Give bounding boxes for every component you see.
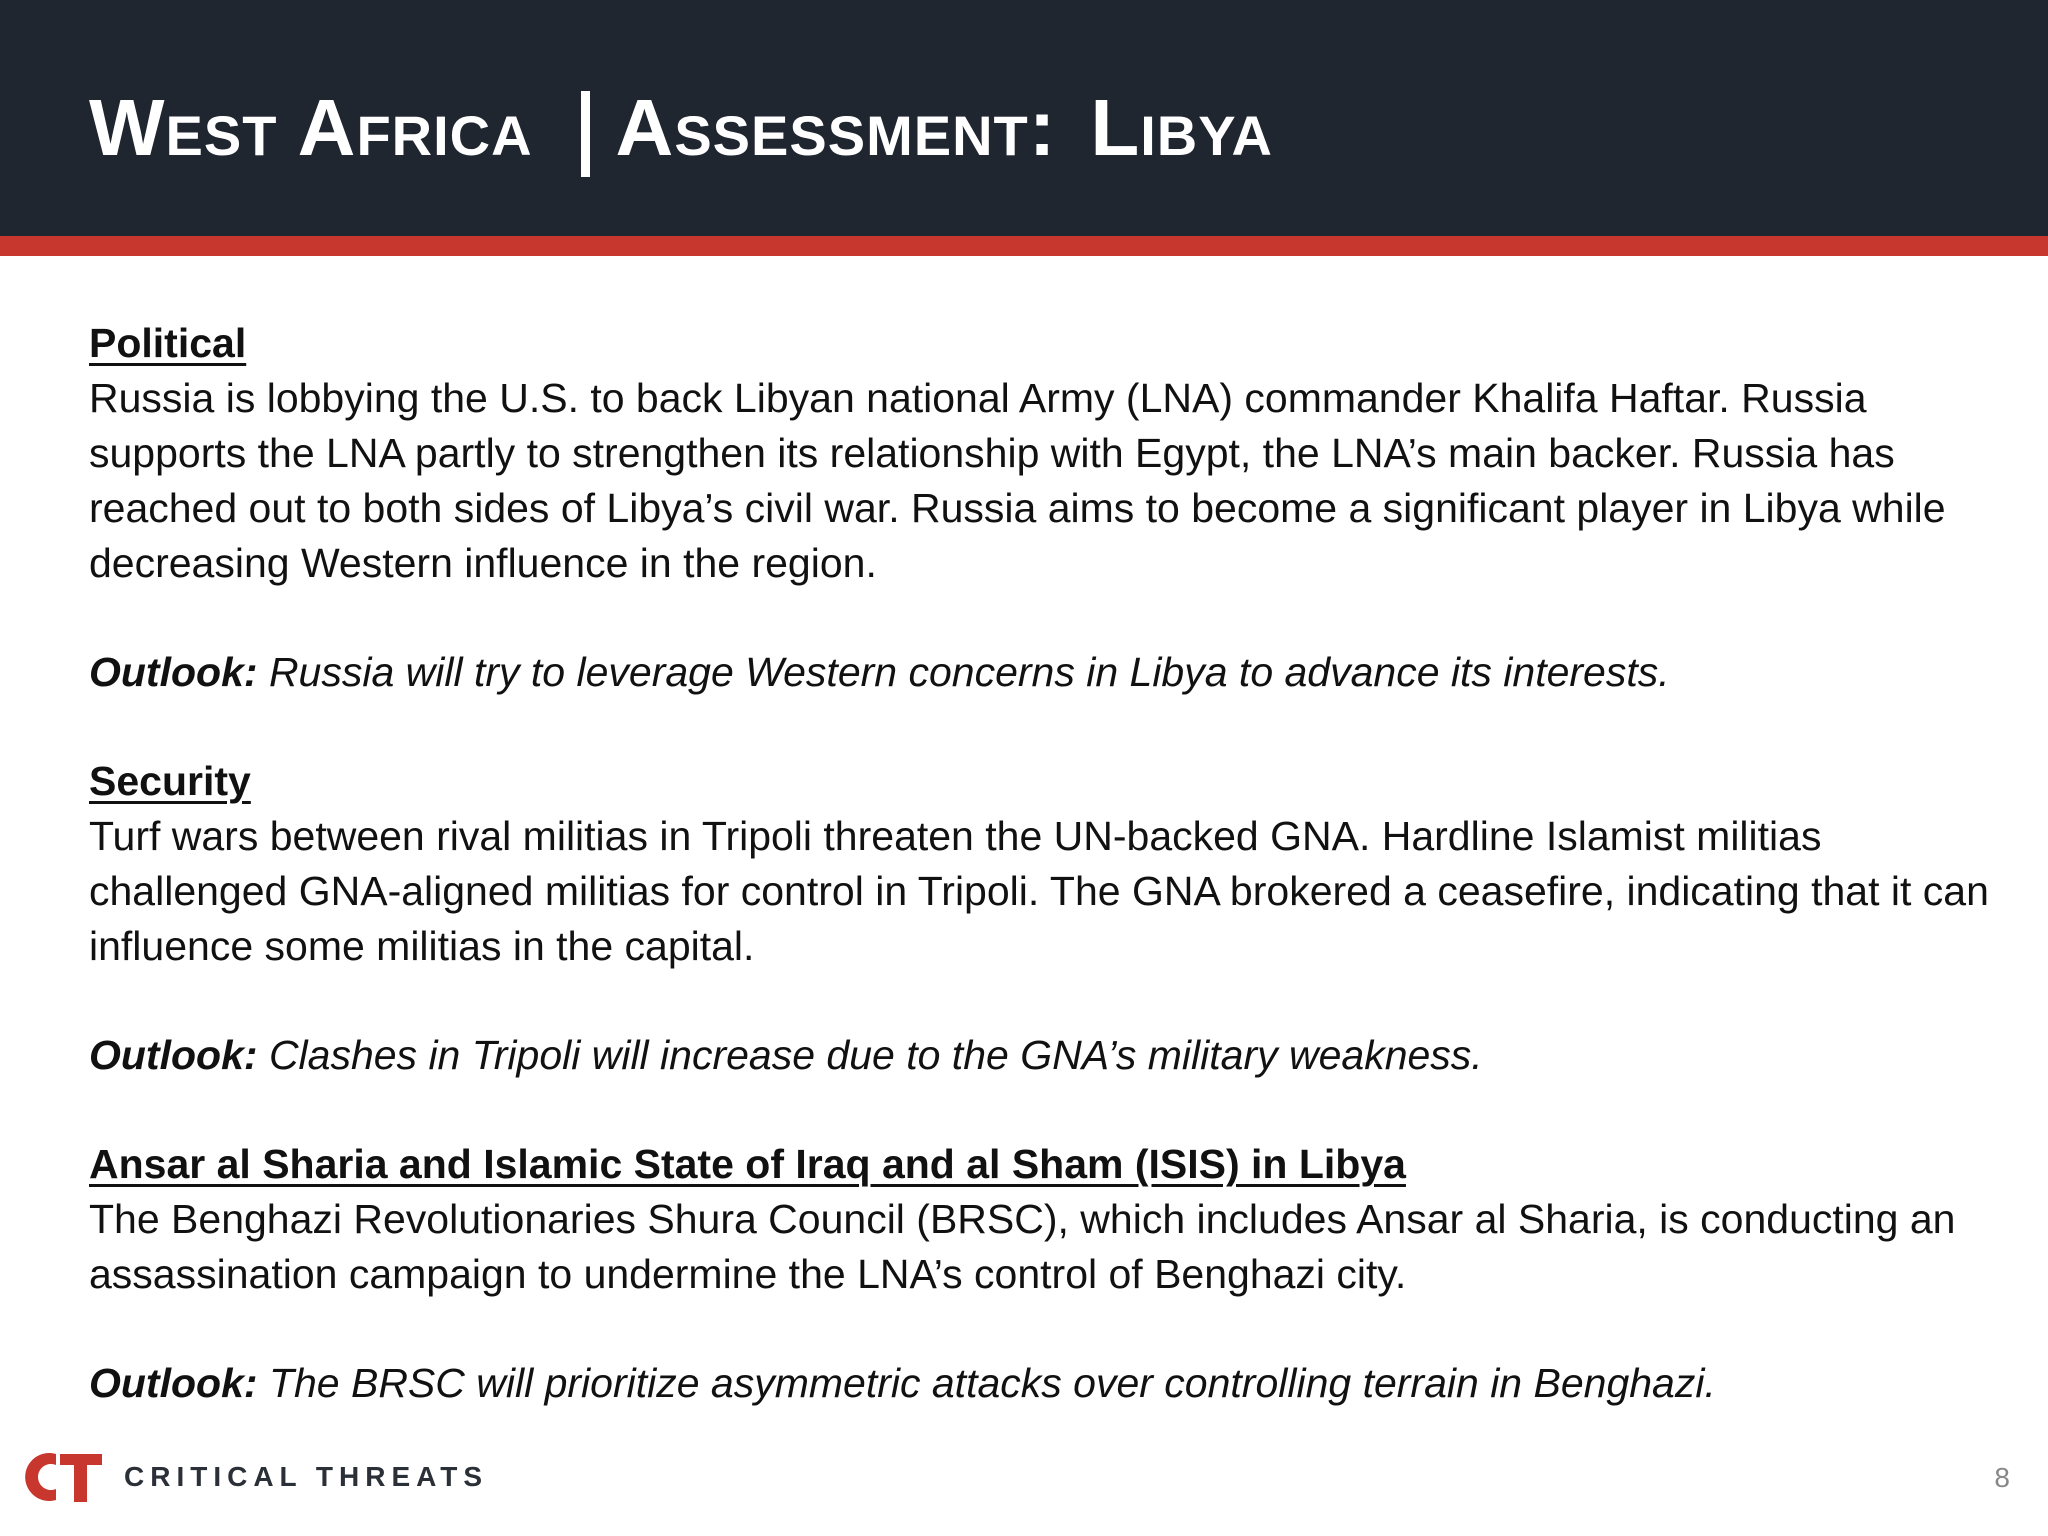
title-region: West Africa <box>89 83 533 172</box>
outlook-label: Outlook: <box>89 1032 258 1078</box>
slide-content <box>89 316 1989 1411</box>
section-body-security: Turf wars between rival militias in Tripoli threaten the UN-backed GNA. Hardline Islamist militias challenged GNA-aligned militias for control in Tripoli. The GNA brokered a ceasefire, indicating that it can influence some militias in the capital. <box>89 813 1989 969</box>
page-number: 8 <box>1994 1462 2010 1493</box>
outlook-text: Clashes in Tripoli will increase due to the GNA’s military weakness. <box>268 1032 1483 1078</box>
section-heading-political: Political <box>89 320 247 366</box>
title-country: Libya <box>1090 83 1273 172</box>
slide-header <box>0 0 2048 236</box>
outlook-security <box>89 1028 1989 1083</box>
outlook-text: The BRSC will prioritize asymmetric attacks over controlling terrain in Benghazi. <box>268 1360 1716 1406</box>
ct-logo-icon <box>22 1448 102 1506</box>
header-accent-stripe <box>0 236 2048 256</box>
title-separator <box>581 91 590 177</box>
section-heading-security: Security <box>89 758 251 804</box>
critical-threats-logo <box>22 1448 488 1506</box>
section-body-political: Russia is lobbying the U.S. to back Libyan national Army (LNA) commander Khalifa Haftar. Russia supports the LNA partly to strengthen its relationship with Egypt, the LNA’s main backer. Russia has reached out to both sides of Libya’s civil war. Russia aims to become a significant player in Libya while decreasing Western influence in the region. <box>89 375 1946 586</box>
logo-text: CRITICAL THREATS <box>124 1461 489 1492</box>
outlook-label: Outlook: <box>89 1360 258 1406</box>
page-title <box>89 83 1273 172</box>
outlook-political <box>89 645 1989 700</box>
outlook-text: Russia will try to leverage Western concerns in Libya to advance its interests. <box>268 649 1670 695</box>
section-body-isis: The Benghazi Revolutionaries Shura Council (BRSC), which includes Ansar al Sharia, is conducting an assassination campaign to undermine the LNA’s control of Benghazi city. <box>89 1196 1956 1297</box>
outlook-isis <box>89 1356 1989 1411</box>
outlook-label: Outlook: <box>89 649 258 695</box>
section-heading-isis: Ansar al Sharia and Islamic State of Iraq and al Sham (ISIS) in Libya <box>89 1141 1406 1187</box>
title-assessment: Assessment: <box>615 83 1057 172</box>
